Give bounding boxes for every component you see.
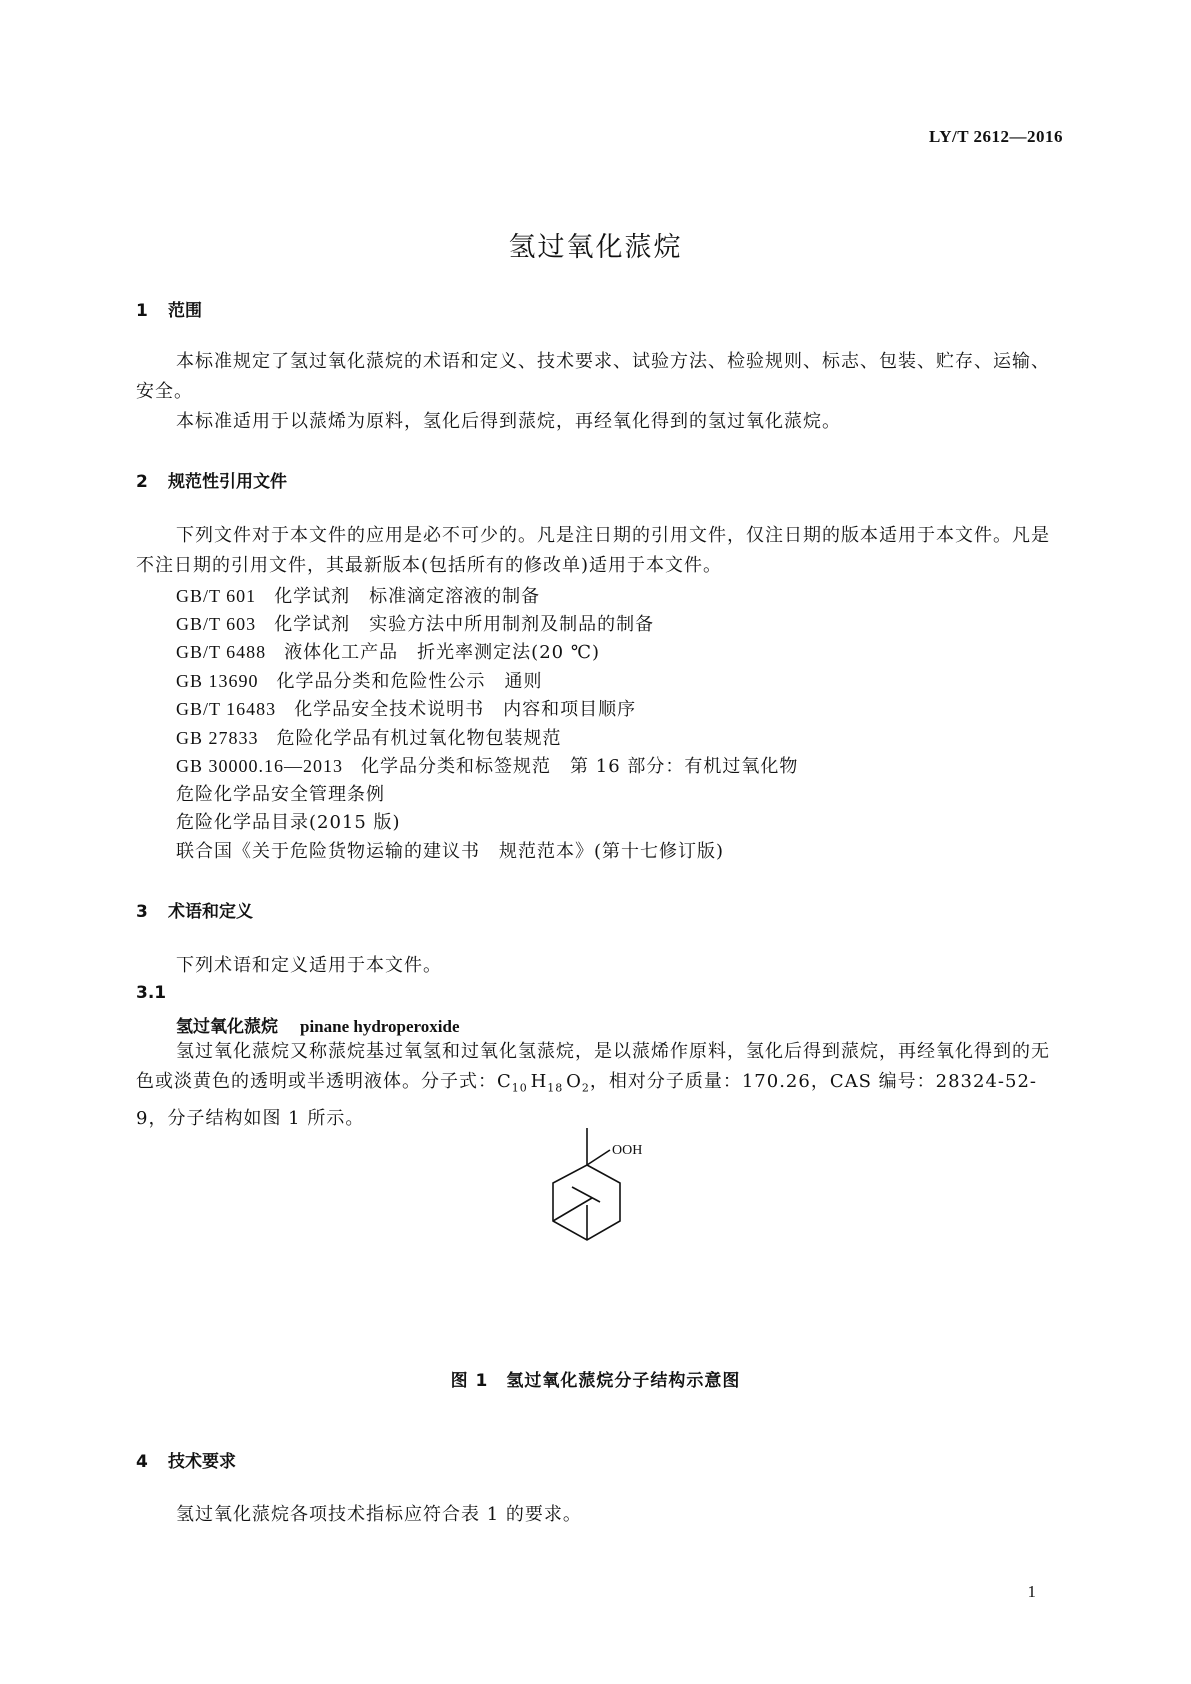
section-number: 4 xyxy=(136,1452,148,1472)
section-2-intro: 下列文件对于本文件的应用是必不可少的。凡是注日期的引用文件，仅注日期的版本适用于本文件。凡是不注日期的引用文件，其最新版本(包括所有的修改单)适用于本文件。 xyxy=(136,525,1050,576)
reference-item: GB/T 16483 化学品安全技术说明书 内容和项目顺序 xyxy=(176,699,637,720)
section-title: 范围 xyxy=(168,301,202,321)
section-number: 3 xyxy=(136,902,148,922)
reference-item: GB/T 6488 液体化工产品 折光率测定法(20 ℃) xyxy=(176,642,600,663)
reference-item: 危险化学品目录(2015 版) xyxy=(176,812,401,833)
reference-item: GB 13690 化学品分类和危险性公示 通则 xyxy=(176,671,543,692)
section-number: 2 xyxy=(136,472,148,492)
subsection-number: 3.1 xyxy=(136,983,167,1003)
reference-item: GB 27833 危险化学品有机过氧化物包装规范 xyxy=(176,728,562,749)
bridge-bond xyxy=(572,1187,600,1202)
figure-number: 图 1 xyxy=(450,1371,489,1391)
term-english: pinane hydroperoxide xyxy=(300,1017,460,1036)
section-title: 规范性引用文件 xyxy=(168,472,287,492)
reference-item: GB/T 601 化学试剂 标准滴定溶液的制备 xyxy=(176,586,541,607)
term-chinese: 氢过氧化蒎烷 xyxy=(176,1017,278,1037)
ooh-bond xyxy=(587,1150,610,1165)
reference-item: 联合国《关于危险货物运输的建议书 规范范本》(第十七修订版) xyxy=(176,841,725,862)
section-title: 技术要求 xyxy=(168,1452,236,1472)
section-4-heading xyxy=(136,1447,236,1472)
section-2-heading xyxy=(136,467,287,492)
section-4-paragraph-1: 氢过氧化蒎烷各项技术指标应符合表 1 的要求。 xyxy=(176,1504,582,1525)
figure-title: 氢过氧化蒎烷分子结构示意图 xyxy=(506,1371,741,1391)
molecular-structure-diagram xyxy=(530,1120,690,1260)
section-number: 1 xyxy=(136,301,148,321)
section-1-heading xyxy=(136,296,202,321)
reference-item: GB/T 603 化学试剂 实验方法中所用制剂及制品的制备 xyxy=(176,614,655,635)
molecular-formula: $C_{10}$ $H_{18}$ $O_2$ xyxy=(497,1071,590,1095)
term-entry xyxy=(176,1012,460,1037)
standard-code: LY/T 2612—2016 xyxy=(928,127,1063,146)
section-title: 术语和定义 xyxy=(168,902,253,922)
term-definition: 氢过氧化蒎烷又称蒎烷基过氧氢和过氧化氢蒎烷，是以蒎烯作原料，氢化后得到蒎烷，再经氧化得到的无色或淡黄色的透明或半透明液体。分子式：$C_{10}$ $H_{18}$ $O_2$，相对分子质量：170.26，CAS 编号：28324-52-9，分子结构如图 1 所示。 xyxy=(136,1041,1050,1129)
section-3-heading xyxy=(136,897,253,922)
section-1-paragraph-2: 本标准适用于以蒎烯为原料，氢化后得到蒎烷，再经氧化得到的氢过氧化蒎烷。 xyxy=(176,411,841,432)
bridge-bond xyxy=(553,1198,592,1221)
section-3-intro: 下列术语和定义适用于本文件。 xyxy=(176,955,442,976)
document-title: 氢过氧化蒎烷 xyxy=(508,232,683,263)
figure-caption xyxy=(0,1366,1191,1391)
reference-item: GB 30000.16—2013 化学品分类和标签规范 第 16 部分：有机过氧化物 xyxy=(176,756,799,777)
ooh-label: OOH xyxy=(612,1143,643,1158)
section-1-paragraph-1: 本标准规定了氢过氧化蒎烷的术语和定义、技术要求、试验方法、检验规则、标志、包装、贮存、运输、安全。 xyxy=(136,351,1050,402)
reference-item: 危险化学品安全管理条例 xyxy=(176,784,385,805)
page-number: 1 xyxy=(1027,1582,1036,1601)
